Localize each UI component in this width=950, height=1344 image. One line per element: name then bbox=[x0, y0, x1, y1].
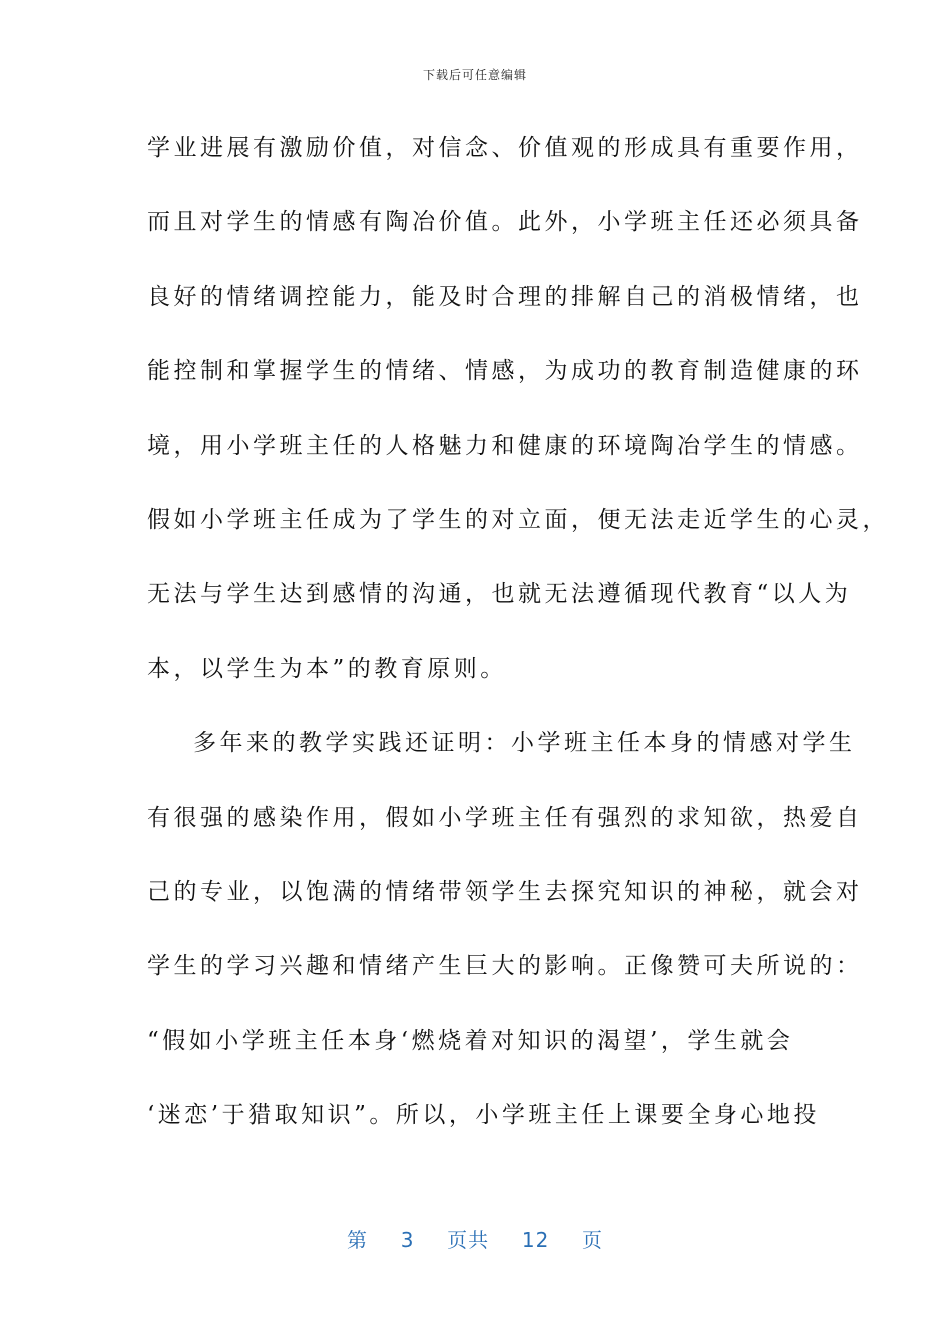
body-line: 假如小学班主任成为了学生的对立面，便无法走近学生的心灵， bbox=[147, 506, 889, 533]
body-line: 能控制和掌握学生的情绪、情感，为成功的教育制造健康的环 bbox=[147, 358, 863, 385]
page-header: 下载后可任意编辑 bbox=[422, 68, 527, 82]
footer-total-pages: 12 bbox=[521, 1228, 550, 1252]
footer-page-number: 3 bbox=[400, 1228, 415, 1252]
body-line: 己的专业，以饱满的情绪带领学生去探究知识的神秘，就会对 bbox=[147, 878, 863, 905]
body-line-paragraph-start: 多年来的教学实践还证明：小学班主任本身的情感对学生 bbox=[193, 730, 856, 757]
footer-prefix: 第 bbox=[346, 1228, 368, 1252]
body-line: 学业进展有激励价值，对信念、价值观的形成具有重要作用， bbox=[147, 135, 863, 161]
body-line: 无法与学生达到感情的沟通，也就无法遵循现代教育“以人为 bbox=[147, 581, 852, 608]
body-line: 良好的情绪调控能力，能及时合理的排解自己的消极情绪，也 bbox=[147, 283, 863, 310]
body-line: 境，用小学班主任的人格魅力和健康的环境陶冶学生的情感。 bbox=[147, 432, 863, 459]
body-line: 而且对学生的情感有陶冶价值。此外，小学班主任还必须具备 bbox=[147, 209, 863, 236]
body-line: 有很强的感染作用，假如小学班主任有强烈的求知欲，热爱自 bbox=[147, 804, 863, 831]
footer-middle: 页共 bbox=[447, 1228, 490, 1252]
document-body bbox=[147, 128, 889, 1169]
page-footer bbox=[0, 1224, 950, 1253]
body-line: 本，以学生为本”的教育原则。 bbox=[147, 655, 507, 682]
body-line: 学生的学习兴趣和情绪产生巨大的影响。正像赞可夫所说的： bbox=[147, 953, 863, 980]
footer-suffix: 页 bbox=[582, 1228, 604, 1252]
body-line: ‘迷恋’于猎取知识”。所以，小学班主任上课要全身心地投 bbox=[147, 1102, 820, 1129]
body-line: “假如小学班主任本身‘燃烧着对知识的渴望’，学生就会 bbox=[147, 1027, 794, 1054]
